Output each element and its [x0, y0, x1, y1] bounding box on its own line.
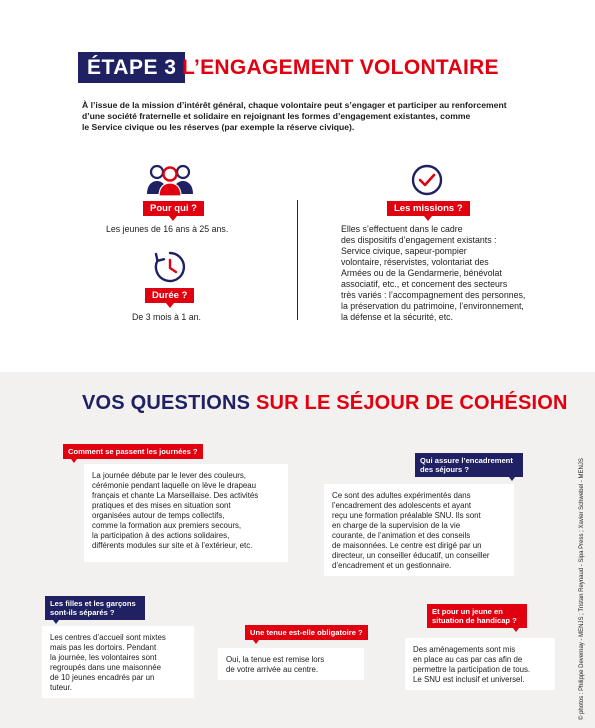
answer-line: différents modules sur site et à l’extérieur, etc. [92, 541, 253, 550]
question-line: Et pour un jeune en [432, 607, 503, 616]
answer-line: reçu une formation préalable SNU. Ils sont [332, 511, 481, 520]
intro-line: d’une société fraternelle et solidaire en rejoignant les formes d’engagement existantes, comme [82, 111, 471, 121]
section-title: L’ENGAGEMENT VOLONTAIRE [182, 56, 499, 79]
answer-handicap [405, 638, 555, 690]
answer-line: Les centres d’accueil sont mixtes [50, 633, 166, 642]
pour-qui-text: Les jeunes de 16 ans à 25 ans. [106, 224, 229, 234]
answer-line: comme la formation aux premiers secours, [92, 521, 242, 530]
answer-line: d’encadrement et un gestionnaire. [332, 561, 452, 570]
answer-line: courante, de l’animation et des conseils [332, 531, 471, 540]
answer-line: Oui, la tenue est remise lors [226, 655, 325, 664]
missions-tag: Les missions ? [387, 201, 470, 216]
answer-line: Le SNU est inclusif et universel. [413, 675, 525, 684]
question-filles-garcons [45, 596, 145, 620]
missions-line: des dispositifs d’engagement existants : [341, 235, 497, 245]
missions-text [341, 224, 571, 323]
answer-line: Des aménagements sont mis [413, 645, 516, 654]
questions-title-part2: SUR LE SÉJOUR DE COHÉSION [255, 392, 568, 414]
answer-line: organisées autour de temps collectifs, [92, 511, 225, 520]
answer-line: de 10 jeunes encadrés par un [50, 673, 155, 682]
answer-line: la participation à des actions solidaires, [92, 531, 230, 540]
question-line: sont-ils séparés ? [50, 608, 115, 617]
answer-journees [84, 464, 288, 562]
answer-filles-garcons [42, 626, 194, 698]
answer-line: français et chante La Marseillaise. Des activités [92, 491, 259, 500]
pour-qui-tag: Pour qui ? [143, 201, 204, 216]
answer-line: directeur, un conseiller éducatif, un conseiller [332, 551, 490, 560]
answer-line: cérémonie pendant laquelle on lève le drapeau [92, 481, 257, 490]
people-icon [145, 163, 195, 197]
question-tenue: Une tenue est-elle obligatoire ? [245, 625, 368, 640]
answer-line: pratiques et des mises en situation sont [92, 501, 231, 510]
question-line: Les filles et les garçons [50, 599, 136, 608]
missions-line: la préservation du patrimoine, l’environnement, [341, 301, 524, 311]
missions-line: la défense et la sécurité, etc. [341, 312, 453, 322]
intro-line: le Service civique ou les réserves (par exemple la réserve civique). [82, 122, 355, 132]
missions-line: Armées ou de la Gendarmerie, bénévolat [341, 268, 502, 278]
column-divider [297, 200, 298, 320]
intro-paragraph [82, 100, 522, 133]
answer-line: La journée débute par le lever des couleurs, [92, 471, 246, 480]
answer-line: de votre arrivée au centre. [226, 665, 319, 674]
check-circle-icon [410, 163, 444, 197]
missions-line: très variés : l’accompagnement des personnes, [341, 290, 526, 300]
questions-title-part1: VOS QUESTIONS [82, 392, 251, 414]
answer-line: en charge de la supervision de la vie [332, 521, 461, 530]
question-line: des séjours ? [420, 465, 469, 474]
question-line: Qui assure l’encadrement [420, 456, 513, 465]
answer-tenue [218, 648, 364, 680]
question-line: situation de handicap ? [432, 616, 517, 625]
answer-line: mais pas les dortoirs. Pendant [50, 643, 157, 652]
question-handicap [427, 604, 527, 628]
missions-line: associatif, etc., et concernent des secteurs [341, 279, 508, 289]
photo-credit [578, 410, 590, 720]
answer-line: de maisonnées. Le centre est dirigé par un [332, 541, 482, 550]
answer-line: permettre la participation de tous. [413, 665, 531, 674]
question-encadrement [415, 453, 523, 477]
answer-line: regroupés dans une maisonnée [50, 663, 161, 672]
answer-line: tuteur. [50, 683, 72, 692]
question-journees: Comment se passent les journées ? [63, 444, 203, 459]
answer-encadrement [324, 484, 514, 576]
missions-line: volontaire, réservistes, volontariat des [341, 257, 489, 267]
step-badge: ÉTAPE 3 [78, 52, 185, 83]
answer-line: la journée, les volontaires sont [50, 653, 157, 662]
duree-tag: Durée ? [145, 288, 194, 303]
duree-text: De 3 mois à 1 an. [132, 312, 201, 322]
answer-line: Ce sont des adultes expérimentés dans [332, 491, 471, 500]
answer-line: l’encadrement des adolescents et ayant [332, 501, 472, 510]
questions-title [82, 389, 568, 417]
answer-line: en place au cas par cas afin de [413, 655, 523, 664]
missions-line: Service civique, sapeur-pompier [341, 246, 467, 256]
missions-line: Elles s’effectuent dans le cadre [341, 224, 463, 234]
photo-credit-text: © photos : Philippe Devernay - MENJS ; Tristan Reynaud - Sipa Press ; Xavier Schwebel - MENJS [579, 458, 585, 720]
intro-line: À l’issue de la mission d’intérêt général, chaque volontaire peut s’engager et participer au renforcement [82, 100, 507, 110]
clock-icon [153, 250, 187, 284]
